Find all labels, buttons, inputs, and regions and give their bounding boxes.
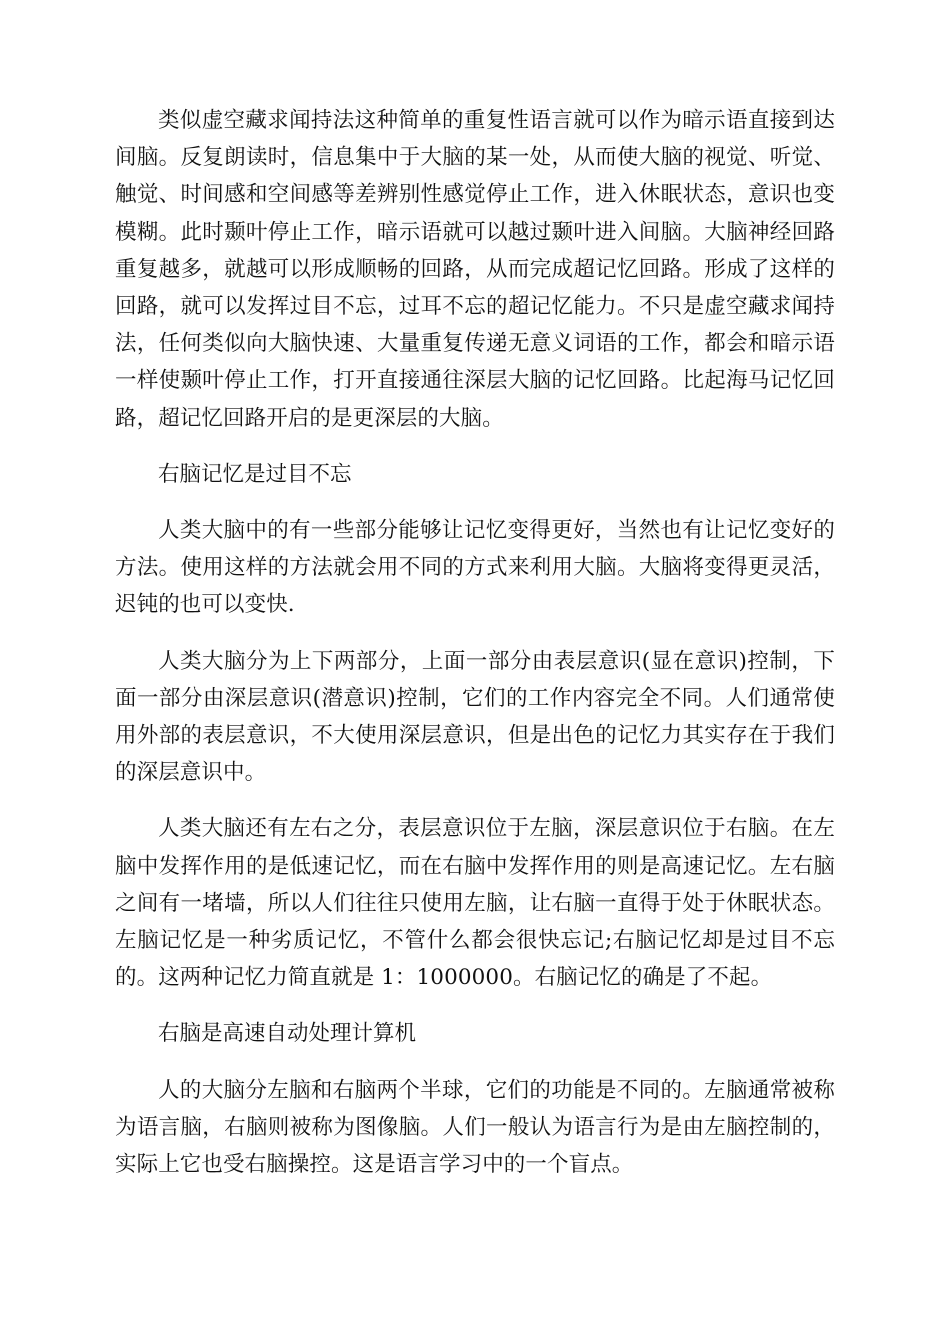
paragraph-4: 人类大脑还有左右之分，表层意识位于左脑，深层意识位于右脑。在左脑中发挥作用的是低速记忆，而在右脑中发挥作用的则是高速记忆。左右脑之间有一堵墙，所以人们往往只使用左脑，让右脑一直得于处于休眠状态。左脑记忆是一种劣质记忆，不管什么都会很快忘记;右脑记忆却是过目不忘的。这两种记忆力简直就是 1：1000000。右脑记忆的确是了不起。 — [115, 816, 835, 991]
paragraph-3: 人类大脑分为上下两部分，上面一部分由表层意识(显在意识)控制，下面一部分由深层意识(潜意识)控制，它们的工作内容完全不同。人们通常使用外部的表层意识，不大使用深层意识，但是出色的记忆力其实存在于我们的深层意识中。 — [115, 648, 835, 786]
section-heading-right-brain-computer: 右脑是高速自动处理计算机 — [158, 1021, 417, 1047]
paragraph-5: 人的大脑分左脑和右脑两个半球，它们的功能是不同的。左脑通常被称为语言脑，右脑则被称为图像脑。人们一般认为语言行为是由左脑控制的，实际上它也受右脑操控。这是语言学习中的一个盲点。 — [115, 1077, 835, 1178]
document-page — [115, 102, 835, 1202]
section-heading-right-brain-memory: 右脑记忆是过目不忘 — [158, 461, 352, 487]
paragraph-1: 类似虚空藏求闻持法这种简单的重复性语言就可以作为暗示语直接到达间脑。反复朗读时，信息集中于大脑的某一处，从而使大脑的视觉、听觉、触觉、时间感和空间感等差辨别性感觉停止工作，进入休眠状态，意识也变模糊。此时颞叶停止工作，暗示语就可以越过颞叶进入间脑。大脑神经回路重复越多，就越可以形成顺畅的回路，从而完成超记忆回路。形成了这样的回路，就可以发挥过目不忘，过耳不忘的超记忆能力。不只是虚空藏求闻持法，任何类似向大脑快速、大量重复传递无意义词语的工作，都会和暗示语一样使颞叶停止工作，打开直接通往深层大脑的记忆回路。比起海马记忆回路，超记忆回路开启的是更深层的大脑。 — [115, 108, 835, 431]
paragraph-2: 人类大脑中的有一些部分能够让记忆变得更好，当然也有让记忆变好的方法。使用这样的方法就会用不同的方式来利用大脑。大脑将变得更灵活，迟钝的也可以变快. — [115, 518, 835, 618]
